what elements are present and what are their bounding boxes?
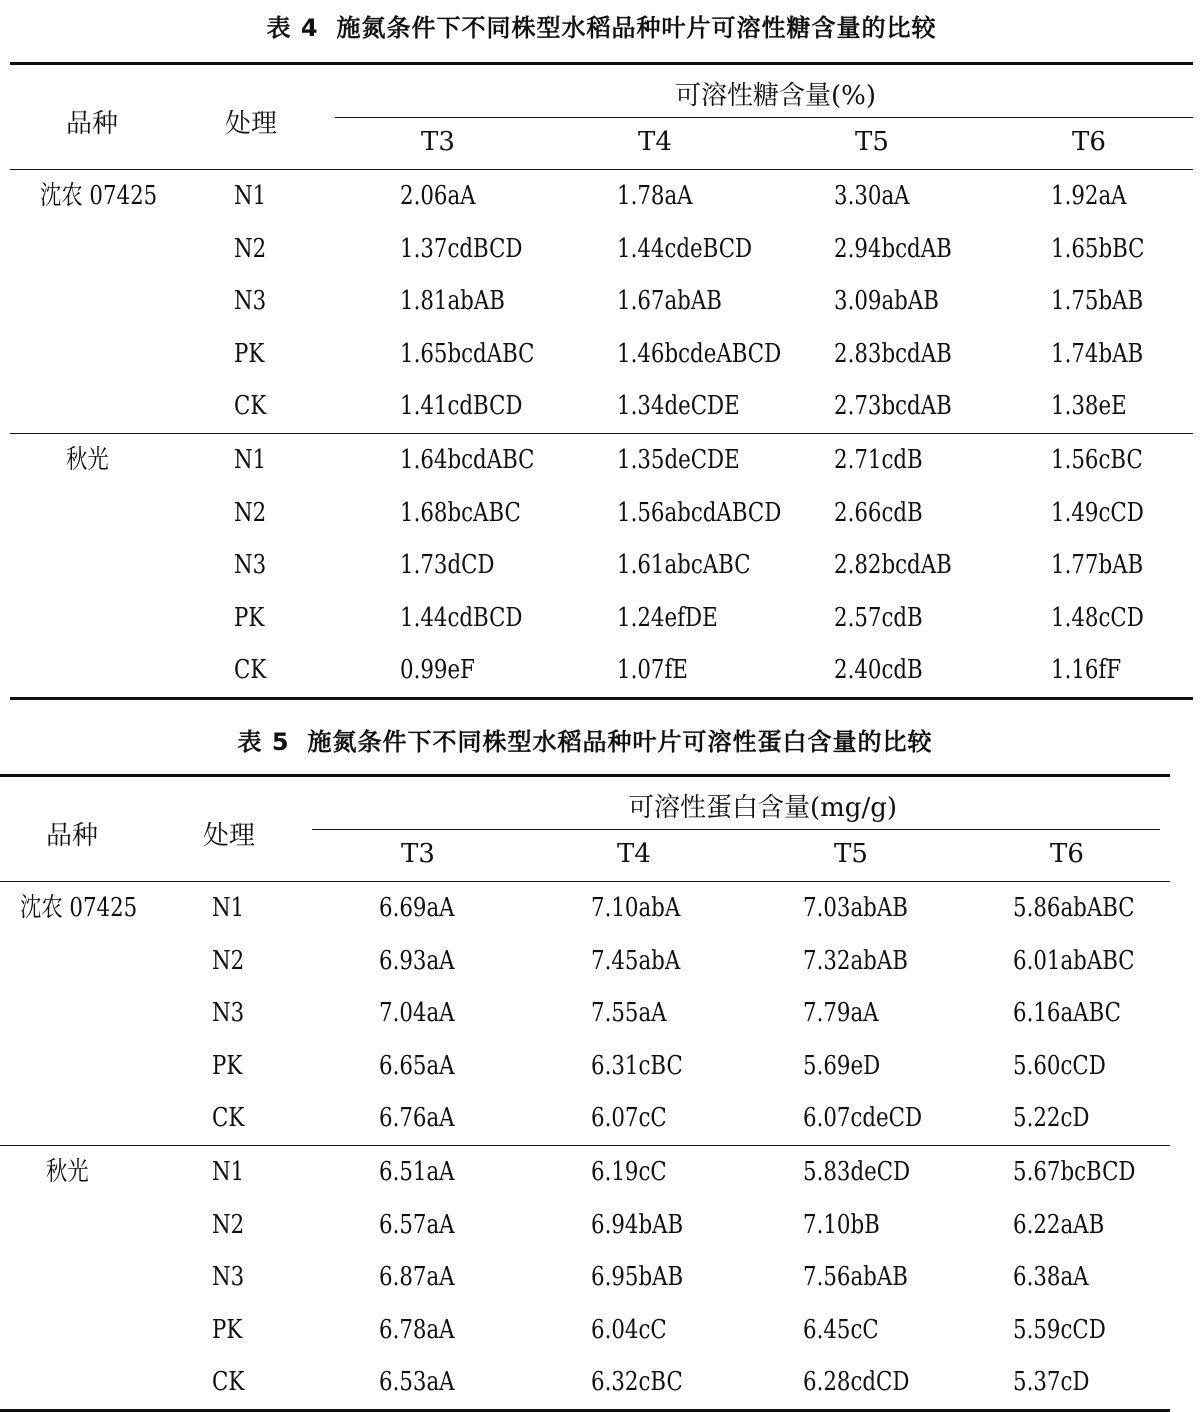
value-cell: 1.16fF	[1051, 655, 1122, 686]
value-cell: 6.38aA	[1013, 1262, 1089, 1293]
table-row	[0, 882, 1170, 935]
value-cell: 1.61abcABC	[617, 550, 751, 581]
value-cell: 7.04aA	[379, 998, 455, 1029]
treatment-cell: PK	[234, 602, 265, 633]
value-cell: 7.10abA	[591, 893, 681, 923]
value-cell: 5.69eD	[803, 1050, 881, 1081]
treatment-cell: N3	[234, 286, 267, 317]
value-cell: 1.38eE	[1051, 391, 1127, 422]
value-cell: 1.77bAB	[1051, 550, 1144, 581]
variety-cell: 沈农 07425	[40, 181, 158, 211]
table-row	[10, 275, 1193, 328]
treatment-cell: N2	[212, 945, 245, 976]
table-4-caption-number: 表 4	[266, 14, 319, 42]
value-cell: 6.31cBC	[591, 1050, 683, 1081]
table-4-caption	[10, 0, 1193, 62]
value-cell: 5.67bcBCD	[1013, 1156, 1136, 1187]
value-cell: 6.57aA	[379, 1209, 455, 1240]
value-cell: 6.69aA	[379, 893, 455, 923]
header-variety: 品种	[46, 821, 99, 851]
value-cell: 6.07cC	[591, 1103, 667, 1134]
value-cell: 5.37cD	[1013, 1367, 1090, 1398]
header-group-protein: 可溶性蛋白含量(mg/g)	[628, 793, 897, 823]
value-cell: 1.07fE	[617, 655, 688, 686]
header-group-underline	[312, 829, 1160, 830]
value-cell: 7.32abAB	[803, 945, 908, 976]
treatment-cell: N3	[212, 1262, 245, 1293]
variety-cell: 秋光	[46, 1156, 89, 1187]
table-5	[0, 712, 1170, 1412]
value-cell: 1.68bcABC	[400, 497, 521, 528]
value-cell: 1.81abAB	[400, 286, 505, 317]
table-4	[10, 0, 1193, 700]
value-cell: 3.09abAB	[834, 286, 939, 317]
table-5-caption-number: 表 5	[237, 728, 290, 756]
value-cell: 6.19cC	[591, 1156, 667, 1187]
table-5-group-2	[0, 1146, 1170, 1409]
value-cell: 1.35deCDE	[617, 444, 740, 475]
table-4-caption-text: 施氮条件下不同株型水稻品种叶片可溶性糖含量的比较	[336, 14, 937, 42]
value-cell: 7.45abA	[591, 945, 681, 976]
header-col-t4: T4	[617, 839, 651, 869]
table-row	[10, 328, 1193, 381]
value-cell: 6.51aA	[379, 1156, 455, 1187]
table-row	[10, 380, 1193, 433]
table-row	[10, 487, 1193, 540]
value-cell: 1.49cCD	[1051, 497, 1144, 528]
table-row	[10, 170, 1193, 223]
value-cell: 6.93aA	[379, 945, 455, 976]
value-cell: 1.37cdBCD	[400, 233, 523, 264]
table-row	[0, 1199, 1170, 1252]
value-cell: 7.56abAB	[803, 1262, 908, 1293]
treatment-cell: CK	[234, 655, 267, 686]
treatment-cell: N2	[212, 1209, 245, 1240]
treatment-cell: N2	[234, 497, 267, 528]
treatment-cell: N1	[234, 444, 267, 475]
header-group-underline	[335, 117, 1193, 118]
value-cell: 3.30aA	[834, 181, 910, 211]
value-cell: 2.71cdB	[834, 444, 923, 475]
treatment-cell: N3	[234, 550, 267, 581]
value-cell: 5.59cCD	[1013, 1314, 1106, 1345]
value-cell: 6.95bAB	[591, 1262, 684, 1293]
header-col-t3: T3	[401, 839, 435, 869]
header-treatment: 处理	[225, 109, 278, 139]
value-cell: 1.34deCDE	[617, 391, 740, 422]
variety-cell: 秋光	[66, 444, 109, 475]
value-cell: 6.16aABC	[1013, 998, 1121, 1029]
table-row	[10, 434, 1193, 487]
table-row	[0, 1146, 1170, 1199]
value-cell: 5.60cCD	[1013, 1050, 1106, 1081]
value-cell: 6.32cBC	[591, 1367, 683, 1398]
value-cell: 2.83bcdAB	[834, 338, 952, 369]
value-cell: 6.76aA	[379, 1103, 455, 1134]
value-cell: 2.40cdB	[834, 655, 923, 686]
table-5-caption	[0, 712, 1170, 774]
value-cell: 1.46bcdeABCD	[617, 338, 782, 369]
treatment-cell: N3	[212, 998, 245, 1029]
value-cell: 1.44cdBCD	[400, 602, 523, 633]
header-col-t5: T5	[834, 839, 868, 869]
value-cell: 1.92aA	[1051, 181, 1127, 211]
table-4-bottom-rule	[10, 697, 1193, 700]
value-cell: 5.22cD	[1013, 1103, 1090, 1134]
table-4-group-1	[10, 170, 1193, 433]
table-5-bottom-rule	[0, 1409, 1170, 1412]
treatment-cell: N1	[212, 1156, 245, 1187]
value-cell: 1.24efDE	[617, 602, 718, 633]
value-cell: 1.64bcdABC	[400, 444, 535, 475]
treatment-cell: PK	[212, 1050, 243, 1081]
value-cell: 6.53aA	[379, 1367, 455, 1398]
header-col-t4: T4	[638, 127, 672, 157]
treatment-cell: CK	[234, 391, 267, 422]
header-col-t5: T5	[855, 127, 889, 157]
treatment-cell: PK	[212, 1314, 243, 1345]
value-cell: 1.56abcdABCD	[617, 497, 782, 528]
value-cell: 7.03abAB	[803, 893, 908, 923]
value-cell: 6.87aA	[379, 1262, 455, 1293]
table-row	[0, 935, 1170, 988]
value-cell: 2.57cdB	[834, 602, 923, 633]
value-cell: 7.55aA	[591, 998, 667, 1029]
value-cell: 1.78aA	[617, 181, 693, 211]
value-cell: 5.83deCD	[803, 1156, 911, 1187]
table-row	[0, 1356, 1170, 1409]
treatment-cell: N2	[234, 233, 267, 264]
header-col-t6: T6	[1050, 839, 1084, 869]
value-cell: 7.79aA	[803, 998, 879, 1029]
value-cell: 1.48cCD	[1051, 602, 1144, 633]
value-cell: 6.28cdCD	[803, 1367, 910, 1398]
table-row	[0, 987, 1170, 1040]
table-row	[10, 644, 1193, 697]
value-cell: 0.99eF	[400, 655, 475, 686]
value-cell: 6.01abABC	[1013, 945, 1135, 976]
treatment-cell: PK	[234, 338, 265, 369]
table-row	[10, 592, 1193, 645]
treatment-cell: CK	[212, 1103, 245, 1134]
value-cell: 1.65bcdABC	[400, 338, 535, 369]
variety-cell: 沈农 07425	[20, 893, 138, 923]
value-cell: 1.56cBC	[1051, 444, 1143, 475]
table-row	[10, 539, 1193, 592]
value-cell: 6.45cC	[803, 1314, 879, 1345]
value-cell: 6.07cdeCD	[803, 1103, 923, 1134]
treatment-cell: N1	[212, 893, 245, 923]
table-5-group-1	[0, 882, 1170, 1145]
table-row	[0, 1040, 1170, 1093]
value-cell: 6.78aA	[379, 1314, 455, 1345]
table-4-group-2	[10, 434, 1193, 697]
value-cell: 6.65aA	[379, 1050, 455, 1081]
table-5-header	[0, 777, 1170, 881]
value-cell: 2.66cdB	[834, 497, 923, 528]
header-group-sugar: 可溶性糖含量(%)	[675, 81, 876, 111]
value-cell: 5.86abABC	[1013, 893, 1135, 923]
header-variety: 品种	[66, 109, 119, 139]
value-cell: 7.10bB	[803, 1209, 880, 1240]
header-col-t6: T6	[1072, 127, 1106, 157]
treatment-cell: CK	[212, 1367, 245, 1398]
value-cell: 1.67abAB	[617, 286, 722, 317]
table-row	[0, 1251, 1170, 1304]
header-col-t3: T3	[421, 127, 455, 157]
value-cell: 2.73bcdAB	[834, 391, 952, 422]
value-cell: 2.82bcdAB	[834, 550, 952, 581]
table-row	[0, 1304, 1170, 1357]
value-cell: 1.75bAB	[1051, 286, 1144, 317]
treatment-cell: N1	[234, 181, 267, 211]
value-cell: 6.94bAB	[591, 1209, 684, 1240]
table-4-header	[10, 65, 1193, 169]
value-cell: 6.04cC	[591, 1314, 667, 1345]
value-cell: 1.73dCD	[400, 550, 495, 581]
value-cell: 1.74bAB	[1051, 338, 1144, 369]
header-treatment: 处理	[203, 821, 256, 851]
value-cell: 2.94bcdAB	[834, 233, 952, 264]
table-row	[10, 223, 1193, 276]
value-cell: 2.06aA	[400, 181, 476, 211]
table-5-caption-text: 施氮条件下不同株型水稻品种叶片可溶性蛋白含量的比较	[307, 728, 933, 756]
value-cell: 1.65bBC	[1051, 233, 1145, 264]
value-cell: 6.22aAB	[1013, 1209, 1105, 1240]
value-cell: 1.41cdBCD	[400, 391, 523, 422]
value-cell: 1.44cdeBCD	[617, 233, 753, 264]
table-row	[0, 1092, 1170, 1145]
